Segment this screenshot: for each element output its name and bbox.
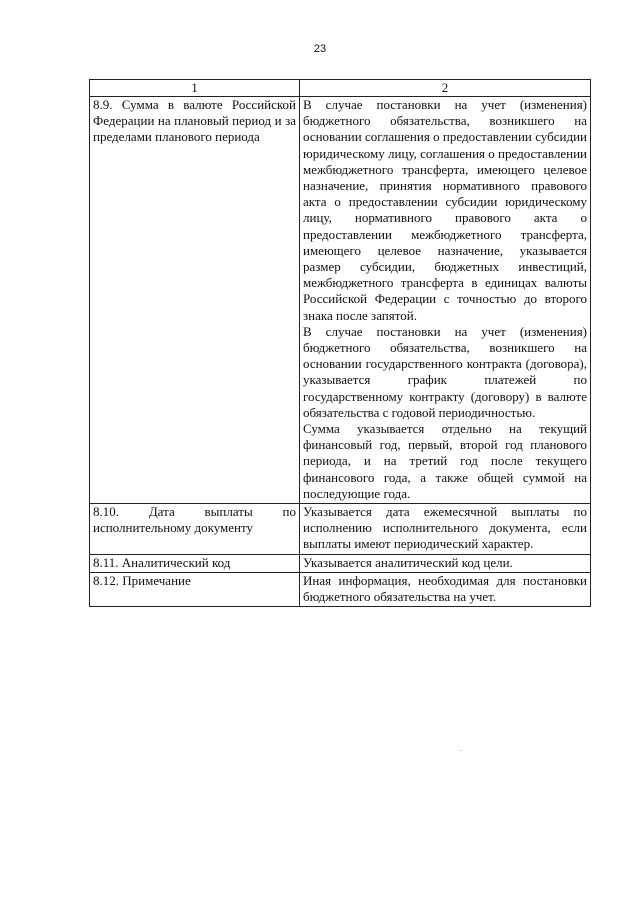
page-number: 23 [313,43,327,55]
row-label: 8.10. Дата выплаты по исполнительному документу [90,504,300,555]
column-header-1: 1 [90,80,300,97]
scan-speck [460,750,461,751]
description-paragraph: В случае постановки на учет (изменения) бюджетного обязательства, возникшего на основании соглашения о предоставлении субсидии юридическому лицу, соглашения о предоставлении межбюджетного трансферта, имеющего целевое назначение, принятия нормативного правового акта о предоставлении субсидии юридическому лицу, нормативного правового акта о предоставлении межбюджетного трансферта, имеющего целевое назначение, указывается размер субсидии, бюджетных инвестиций, межбюджетного трансферта в единицах валюты Российской Федерации с точностью до второго знака после запятой. [303,97,587,323]
table-header-row [90,80,591,97]
column-header-2: 2 [300,80,591,97]
table-row [90,97,591,504]
row-description [300,504,591,555]
description-paragraph: Сумма указывается отдельно на текущий финансовый год, первый, второй год планового периода, и на третий год после текущего финансового года, а также общей суммой на последующие года. [303,421,587,501]
description-paragraph: Указывается аналитический код цели. [303,554,513,570]
description-paragraph: Иная информация, необходимая для постановки бюджетного обязательства на учет. [303,572,587,605]
row-label: 8.11. Аналитический код [90,554,300,572]
row-description [300,554,591,572]
row-label: 8.9. Сумма в валюте Российской Федерации на плановый период и за пределами планового периода [90,97,300,504]
document-table [89,79,591,607]
row-description [300,572,591,606]
description-paragraph: Указывается дата ежемесячной выплаты по исполнению исполнительного документа, если выплаты имеют периодический характер. [303,504,587,552]
table-row [90,572,591,606]
table-row [90,554,591,572]
table-row [90,504,591,555]
row-description [300,97,591,504]
description-paragraph: В случае постановки на учет (изменения) бюджетного обязательства, возникшего на основании государственного контракта (договора), указывается график платежей по государственному контракту (договору) в валюте обязательства с годовой периодичностью. [303,323,587,420]
row-label: 8.12. Примечание [90,572,300,606]
